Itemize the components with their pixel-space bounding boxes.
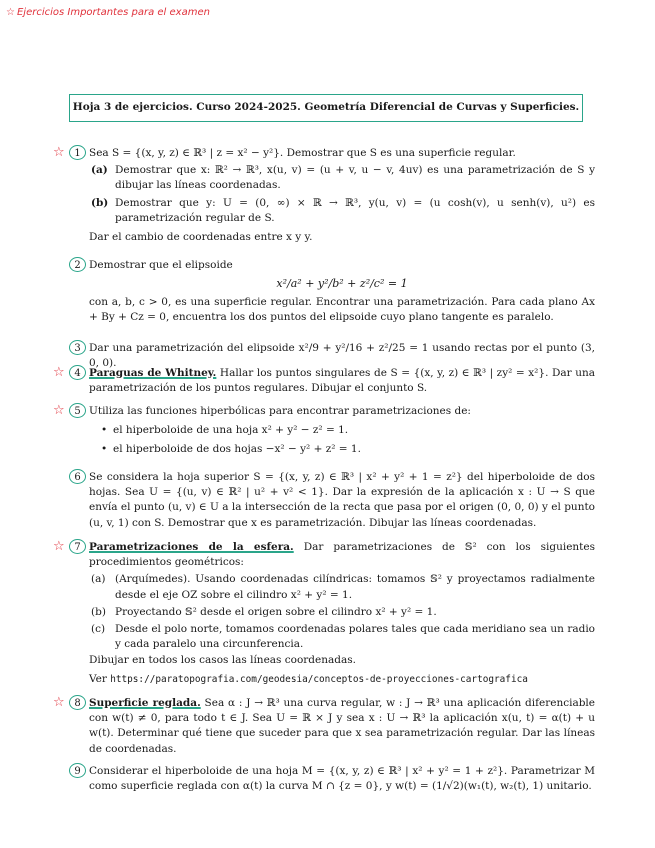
exercise-4 [53,365,595,396]
exercise-text: Se considera la hoja superior S = {(x, y, z) ∈ ℝ³ | x² + y² + 1 = z²} del hiperboloide de dos hojas. Sea U = {(u, v) ∈ ℝ² | u² + v² < 1}. Dar la expresión de la aplicación x : U → S que envía el punto (u, v) ∈ U a la intersección de la recta que pasa por el origen (0, 0, 0) y el punto (u, v, 1) con S. Demostrar que x es parametrización. Dibujar las líneas coordenadas. [89,471,595,529]
note-star-icon: ☆ [6,7,15,18]
exercise-intro: Demostrar que el elipsoide [89,259,233,271]
exercise-number: 6 [69,469,86,484]
exercise-number: 1 [69,145,86,160]
exercise-8 [53,695,595,757]
exercise-text: Sea S = {(x, y, z) ∈ ℝ³ | z = x² − y²}. Demostrar que S es una superficie regular. [89,147,516,159]
star-icon: ☆ [53,539,65,554]
exercise-text: Hallar los puntos singulares de S = {(x, y, z) ∈ ℝ³ | zy² = x²}. Dar una parametrización de los puntos regulares. Dibujar el conjunto S. [89,367,595,395]
exercise-text: Dar una parametrización del elipsoide x²/9 + y²/16 + z²/25 = 1 usando rectas por el punto (3, 0, 0). [89,342,595,370]
see-label: Ver [89,672,107,685]
subitem-label: (a) [91,573,106,586]
subitem-label: (b) [91,196,109,209]
exercise-number: 5 [69,403,86,418]
star-icon: ☆ [53,145,65,160]
exercise-number: 7 [69,539,86,554]
subitem-a [89,163,595,193]
exercise-text: Sea α : J → ℝ³ una curva regular, w : J → ℝ³ una aplicación diferenciable con w(t) ≠ 0, para todo t ∈ J. Sea U = ℝ × J y sea x : U → ℝ³ la aplicación x(u, t) = α(t) + u w(t). Determinar qué tiene que suceder para que x sea parametrización regular. Dar las líneas de coordenadas. [89,697,595,755]
exercise-1 [53,145,595,245]
subitem-text: (Arquímedes). Usando coordenadas cilíndricas: tomamos 𝕊² y proyectamos radialmente desde el eje OZ sobre el cilindro x² + y² = 1. [115,573,595,601]
exercise-number: 4 [69,365,86,380]
ellipsoid-equation: x²/a² + y²/b² + z²/c² = 1 [276,277,408,291]
exercise-6 [74,470,595,531]
exercise-text: Considerar el hiperboloide de una hoja M = {(x, y, z) ∈ ℝ³ | x² + y² = 1 + z²}. Parametrizar M como superficie reglada con α(t) la curva M ∩ {z = 0}, y w(t) = (1/√2)(w₁(t), w₂(t), 1) unitario. [89,765,595,793]
bullet-item: • el hiperboloide de dos hojas −x² − y² + z² = 1. [89,442,595,457]
exercise-9 [74,764,595,794]
subitem-text: Demostrar que y: U = (0, ∞) × ℝ → ℝ³, y(u, v) = (u cosh(v), u senh(v), u²) es parametrización regular de S. [115,196,595,224]
subitem-c [89,622,595,652]
note-text: Ejercicios Importantes para el examen [16,7,210,18]
subitem-a [89,572,595,602]
subitem-b [89,196,595,226]
exercise-heading: Superficie reglada. [89,697,201,709]
exercise-2 [74,258,595,326]
subitem-label: (c) [91,623,106,636]
exercise-7 [53,539,596,687]
exercise-number: 9 [69,763,86,778]
subitem-text: Desde el polo norte, tomamos coordenadas polares tales que cada meridiano sea un radio y cada paralelo una circunferencia. [115,623,595,651]
exercise-text: Utiliza las funciones hiperbólicas para encontrar parametrizaciones de: [89,405,471,417]
star-icon: ☆ [53,403,65,418]
exercise-text: Dar parametrizaciones de 𝕊² con los siguientes procedimientos geométricos: [89,541,596,569]
exercise-5 [53,403,595,458]
exercise-heading: Paraguas de Whitney. [89,367,217,379]
star-icon: ☆ [53,695,65,710]
exercise-end: Dar el cambio de coordenadas entre x y y. [89,231,313,244]
exercise-end: Dibujar en todos los casos las líneas coordenadas. [89,653,356,666]
exercise-number: 2 [69,257,86,272]
exercise-number: 8 [69,695,86,710]
handwritten-note [6,6,210,21]
subitem-text: Proyectando 𝕊² desde el origen sobre el cilindro x² + y² = 1. [115,605,437,618]
subitem-label: (a) [91,164,108,177]
star-icon: ☆ [53,365,65,380]
exercise-number: 3 [69,340,86,355]
exercise-heading: Parametrizaciones de la esfera. [89,541,294,553]
reference-url[interactable]: https://paratopografia.com/geodesia/conceptos-de-proyecciones-cartografica [110,673,528,685]
subitem-label: (b) [91,605,106,618]
subitem-b [89,605,595,620]
exercise-text: con a, b, c > 0, es una superficie regular. Encontrar una parametrización. Para cada plano Ax + By + Cz = 0, encuentra los dos puntos del elipsoide cuyo plano tangente es paralelo. [89,296,595,324]
page-title: Hoja 3 de ejercicios. Curso 2024-2025. Geometría Diferencial de Curvas y Superficies. [69,94,583,122]
bullet-item: • el hiperboloide de una hoja x² + y² − z² = 1. [89,423,595,438]
subitem-text: Demostrar que x: ℝ² → ℝ³, x(u, v) = (u + v, u − v, 4uv) es una parametrización de S y dibujar las líneas coordenadas. [115,164,595,192]
